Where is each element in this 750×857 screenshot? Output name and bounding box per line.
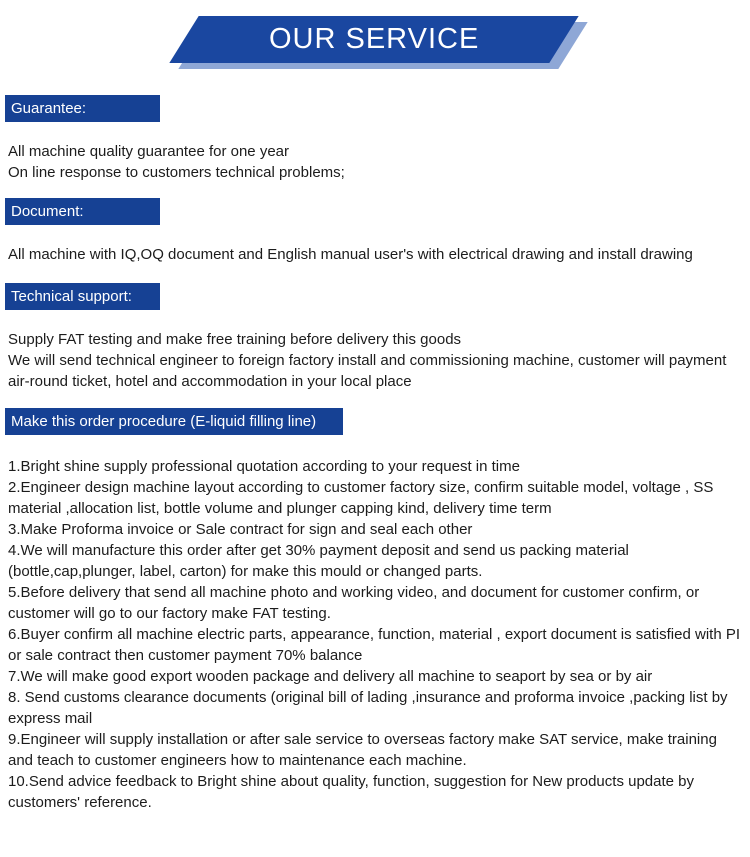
section-body-guarantee xyxy=(8,141,744,183)
section-body-document xyxy=(8,244,744,265)
paragraph: All machine quality guarantee for one year xyxy=(8,143,290,160)
procedure-steps xyxy=(8,456,744,813)
paragraph: Supply FAT testing and make free training before delivery this goods xyxy=(8,331,462,348)
section-label-guarantee: Guarantee: xyxy=(5,95,160,122)
section-label-order-procedure: Make this order procedure (E-liquid filling line) xyxy=(5,408,343,435)
procedure-step-10: 10.Send advice feedback to Bright shine about quality, function, suggestion for New products update by customers' reference. xyxy=(8,773,694,811)
paragraph: On line response to customers technical problems; xyxy=(8,164,345,181)
procedure-step-1: 1.Bright shine supply professional quotation according to your request in time xyxy=(8,458,520,475)
procedure-step-8: 8. Send customs clearance documents (original bill of lading ,insurance and proforma invoice ,packing list by express mail xyxy=(8,689,728,727)
procedure-step-9: 9.Engineer will supply installation or after sale service to overseas factory make SAT service, make training and teach to customer engineers how to maintenance each machine. xyxy=(8,731,717,769)
our-service-banner xyxy=(0,0,750,95)
page-title: OUR SERVICE xyxy=(268,23,480,55)
paragraph: We will send technical engineer to foreign factory install and commissioning machine, customer will payment air-round ticket, hotel and accommodation in your local place xyxy=(8,352,727,390)
paragraph: All machine with IQ,OQ document and English manual user's with electrical drawing and install drawing xyxy=(8,246,693,263)
procedure-step-6: 6.Buyer confirm all machine electric parts, appearance, function, material , export document is satisfied with PI or sale contract then customer payment 70% balance xyxy=(8,626,741,664)
procedure-step-3: 3.Make Proforma invoice or Sale contract for sign and seal each other xyxy=(8,521,473,538)
section-label-document: Document: xyxy=(5,198,160,225)
procedure-step-5: 5.Before delivery that send all machine photo and working video, and document for customer confirm, or customer will go to our factory make FAT testing. xyxy=(8,584,700,622)
procedure-step-7: 7.We will make good export wooden package and delivery all machine to seaport by sea or by air xyxy=(8,668,653,685)
content xyxy=(0,95,750,813)
section-label-technical-support: Technical support: xyxy=(5,283,160,310)
procedure-step-4: 4.We will manufacture this order after get 30% payment deposit and send us packing material (bottle,cap,plunger, label, carton) for make this mould or changed parts. xyxy=(8,542,629,580)
procedure-step-2: 2.Engineer design machine layout according to customer factory size, confirm suitable model, voltage , SS material ,allocation list, bottle volume and plunger capping kind, delivery time term xyxy=(8,479,714,517)
section-body-technical-support xyxy=(8,329,744,392)
banner-ribbon xyxy=(169,16,578,63)
